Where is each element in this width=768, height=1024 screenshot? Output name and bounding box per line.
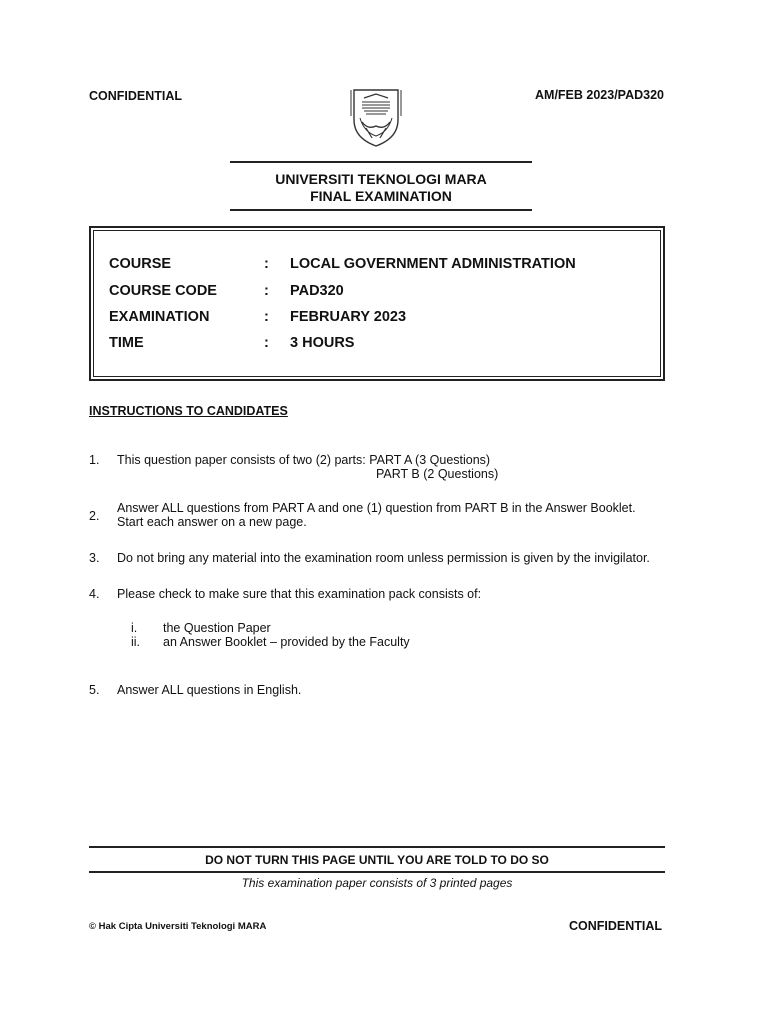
time-value: 3 HOURS [290, 335, 355, 351]
uitm-crest-icon [348, 86, 404, 148]
printed-pages-note: This examination paper consists of 3 printed pages [241, 876, 513, 890]
course-code-label: COURSE CODE [109, 283, 217, 299]
instruction-2-line1: Answer ALL questions from PART A and one (1) question from PART B in the Answer Booklet. [117, 501, 636, 515]
title-bottom-rule [230, 209, 532, 211]
course-code-colon: : [264, 283, 269, 299]
do-not-turn-warning: DO NOT TURN THIS PAGE UNTIL YOU ARE TOLD TO DO SO [205, 853, 549, 867]
pack-item-ii-text: an Answer Booklet – provided by the Faculty [163, 635, 410, 649]
examination-colon: : [264, 309, 269, 325]
time-colon: : [264, 335, 269, 351]
copyright-notice: © Hak Cipta Universiti Teknologi MARA [89, 921, 267, 932]
footer-bottom-rule [89, 871, 665, 873]
course-colon: : [264, 256, 269, 272]
instruction-1-line2: PART B (2 Questions) [376, 467, 499, 481]
exam-type: FINAL EXAMINATION [310, 188, 452, 204]
pack-item-i-text: the Question Paper [163, 621, 271, 635]
instruction-3-line1: Do not bring any material into the examination room unless permission is given by the invigilator. [117, 551, 650, 565]
course-info-box [89, 226, 665, 381]
instruction-1-number: 1. [89, 453, 100, 467]
pack-item-ii-number: ii. [131, 635, 141, 649]
course-label: COURSE [109, 256, 172, 272]
instruction-2-number: 2. [89, 509, 100, 523]
instruction-4-line1: Please check to make sure that this examination pack consists of: [117, 587, 482, 601]
university-title-block [230, 171, 532, 205]
instruction-1-line1: This question paper consists of two (2) parts: PART A (3 Questions) [117, 453, 491, 467]
footer-top-rule [89, 846, 665, 848]
pack-item-i-number: i. [131, 621, 138, 635]
instructions-title: INSTRUCTIONS TO CANDIDATES [89, 404, 288, 418]
course-code-value: PAD320 [290, 283, 344, 299]
time-label: TIME [109, 335, 144, 351]
instruction-5-line1: Answer ALL questions in English. [117, 683, 302, 697]
examination-label: EXAMINATION [109, 309, 210, 325]
instruction-3-number: 3. [89, 551, 100, 565]
examination-value: FEBRUARY 2023 [290, 309, 407, 325]
title-top-rule [230, 161, 532, 163]
instruction-2-line2: Start each answer on a new page. [117, 515, 307, 529]
exam-reference-code: AM/FEB 2023/PAD320 [535, 88, 664, 102]
course-value: LOCAL GOVERNMENT ADMINISTRATION [290, 256, 576, 272]
instruction-4-number: 4. [89, 587, 100, 601]
confidential-header-left: CONFIDENTIAL [89, 89, 183, 103]
university-name: UNIVERSITI TEKNOLOGI MARA [275, 171, 487, 187]
instruction-5-number: 5. [89, 683, 100, 697]
confidential-footer-right: CONFIDENTIAL [568, 919, 662, 933]
